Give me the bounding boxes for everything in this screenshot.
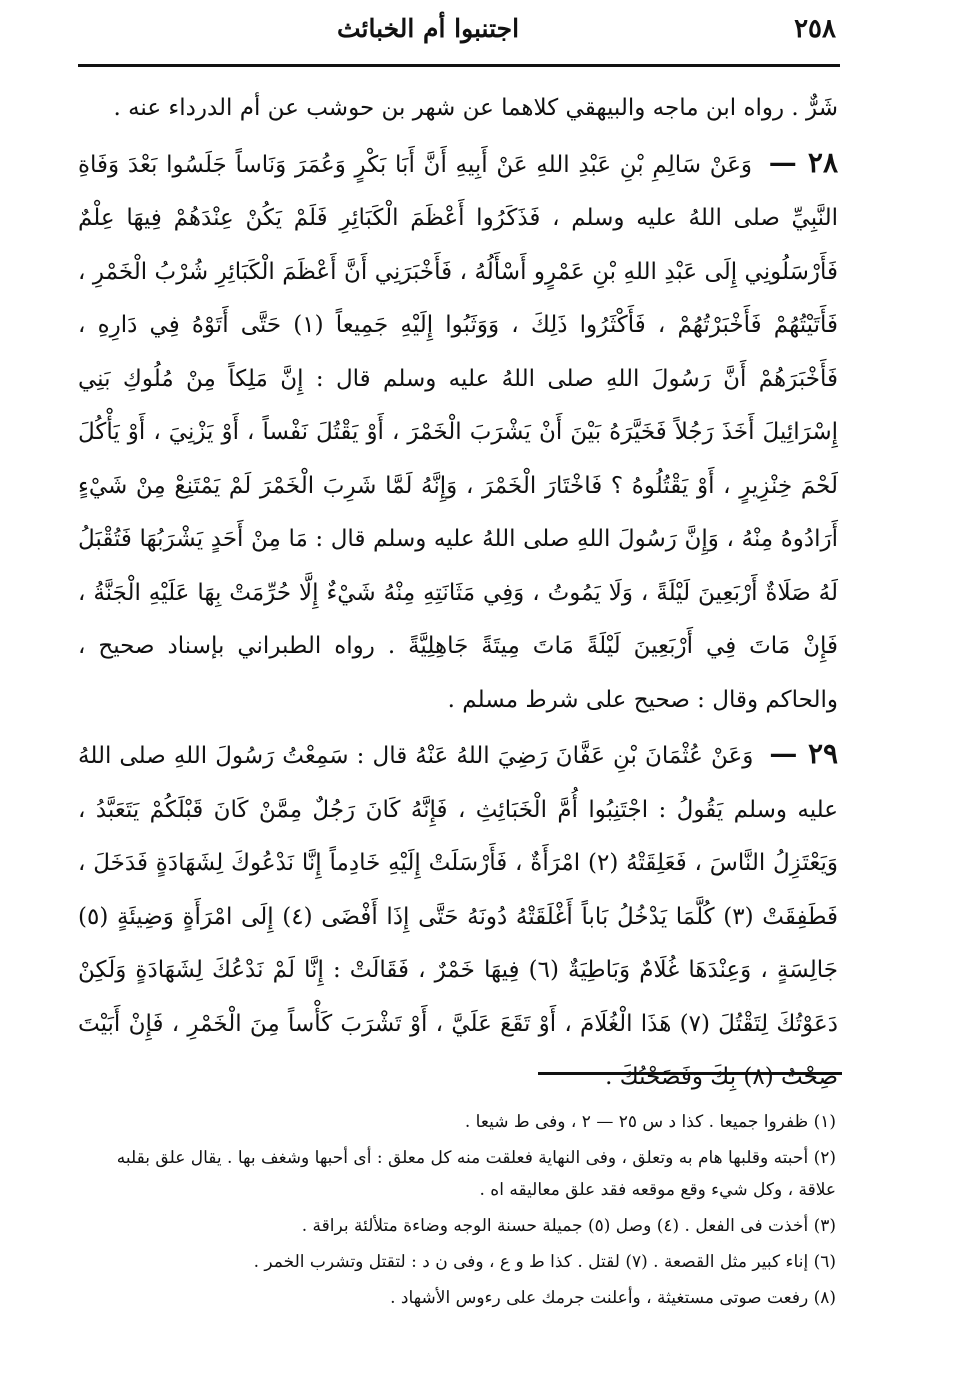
footnote-3-5: (٣) أخذت فى الفعل . (٤) وصل (٥) جميلة حسنة الوجه وضاءة متلألئة براقة . (301, 1216, 836, 1236)
running-title: اجتنبوا أم الخبائث (336, 14, 520, 43)
footnote-2: (٢) أحبته وقلبها هام به وتعلق ، وفى النهاية فعلقت منه كل معلق : أى أحبها وشغف بها . يقال علق بقلبه علاقة ، وكل شيء وقع موقعه فقد علق معاليقه اه . (116, 1148, 836, 1200)
hadith-28 (78, 136, 838, 728)
hadith-number-28: ٢٨ — (768, 145, 838, 179)
hadith-number-29: ٢٩ — (769, 737, 839, 770)
hadith-29-text: وَعَنْ عُثْمَانَ بْنِ عَفَّانَ رَضِيَ اللهُ عَنْهُ قال : سَمِعْتُ رَسُولَ اللهِ صلى اللهُ عليه وسلم يَقُولُ : اجْتَنِبُوا أُمَّ الْخَبَائِثِ ، فَإِنَّهُ كَانَ رَجُلٌ مِمَّنْ كَانَ قَبْلَكُمْ يَتَعَبَّدُ ، وَيَعْتَزِلُ النَّاسَ ، فَعَلِقَتْهُ (٢) امْرَأَةٌ ، فَأَرْسَلَتْ إِلَيْهِ خَادِماً إِنَّا نَدْعُوكَ لِشَهَادَةٍ فَدَخَلَ ، فَطَفِقَتْ (٣) كُلَّمَا يَدْخُلُ بَاباً أَغْلَقَتْهُ دُونَهُ حَتَّى إِذَا أَفْضَى (٤) إِلَى امْرَأَةٍ وَضِيئَةٍ (٥) جَالِسَةٍ ، وَعِنْدَهَا غُلَامٌ وَبَاطِيَةٌ (٦) فِيهَا خَمْرٌ ، فَقَالَتْ : إِنَّا لَمْ نَدْعُكَ لِشَهَادَةٍ وَلَكِنْ دَعَوْتُكَ لِتَقْتُلَ (٧) هَذَا الْغُلَامَ ، أَوْ تَقَعَ عَلَيَّ ، أَوْ تَشْرَبَ كَأْساً مِنَ الْخَمْرِ ، فَإِنْ أَبَيْتَ صِحْتُ (٨) بِكَ وَفَضَحْتُكَ . (78, 743, 839, 1090)
page-number: ٢٥٨ (794, 14, 836, 44)
continuation-paragraph: شَرٌّ . رواه ابن ماجه والبيهقي كلاهما عن شهر بن حوشب عن أم الدرداء عنه . (113, 95, 838, 121)
hadith-28-text: وَعَنْ سَالِمِ بْنِ عَبْدِ اللهِ عَنْ أَبِيهِ أَنَّ أَبَا بَكْرٍ وَعُمَرَ وَنَاساً جَلَسُوا بَعْدَ وَفَاةِ النَّبِيِّ صلى اللهُ عليه وسلم ، فَذَكَرُوا أَعْظَمَ الْكَبَائِرِ فَلَمْ يَكُنْ عِنْدَهُمْ فِيهَا عِلْمٌ فَأَرْسَلُونِي إِلَى عَبْدِ اللهِ بْنِ عَمْرٍو أَسْأَلُهُ ، فَأَخْبَرَنِي أَنَّ أَعْظَمَ الْكَبَائِرِ شُرْبُ الْخَمْرِ ، فَأَتَيْتُهُمْ فَأَخْبَرْتُهُمْ ، فَأَكْثَرُوا ذَلِكَ ، وَوَثَبُوا إِلَيْهِ جَمِيعاً (١) حَتَّى أَتَوْهُ فِي دَارِهِ ، فَأَخْبَرَهُمْ أَنَّ رَسُولَ اللهِ صلى اللهُ عليه وسلم قال : إِنَّ مَلِكاً مِنْ مُلُوكِ بَنِي إِسْرَائِيلَ أَخَذَ رَجُلاً فَخَيَّرَهُ بَيْنَ أَنْ يَشْرَبَ الْخَمْرَ ، أَوْ يَقْتُلَ نَفْساً ، أَوْ يَزْنِيَ ، أَوْ يَأْكُلَ لَحْمَ خِنْزِيرٍ ، أَوْ يَقْتُلُوهُ ؟ فَاخْتَارَ الْخَمْرَ ، وَإِنَّهُ لَمَّا شَرِبَ الْخَمْرَ لَمْ يَمْتَنِعْ مِنْ شَيْءٍ أَرَادُوهُ مِنْهُ ، وَإِنَّ رَسُولَ اللهِ صلى اللهُ عليه وسلم قال : مَا مِنْ أَحَدٍ يَشْرَبُهَا فَتُقْبَلُ لَهُ صَلَاةٌ أَرْبَعِينَ لَيْلَةً ، وَلَا يَمُوتُ ، وَفِي مَثَانَتِهِ مِنْهُ شَيْءٌ إِلَّا حُرِّمَتْ بِهَا عَلَيْهِ الْجَنَّةُ ، فَإِنْ مَاتَ فِي أَرْبَعِينَ لَيْلَةً مَاتَ مِيتَةً جَاهِلِيَّةً . رواه الطبراني بإسناد صحيح ، والحاكم وقال : صحيح على شرط مسلم . (78, 151, 838, 713)
footnote-rule (538, 1072, 842, 1075)
main-text (78, 82, 838, 1105)
page-header (78, 10, 836, 54)
footnote-8: (٨) رفعت صوتى مستغيثة ، وأعلنت جرمك على رءوس الأشهاد . (390, 1288, 836, 1308)
header-rule (78, 64, 840, 67)
footnote-1: (١) ظفروا جميعا . كذا د س ٢٥ — ٢ ، وفى ط شيعا . (464, 1112, 836, 1132)
hadith-29 (78, 727, 838, 1105)
footnote-6-7: (٦) إناء كبير مثل القصعة . (٧) لقتل . كذا ط و ع ، وفى ن د : لتقتل وتشرب الخمر . (253, 1252, 836, 1272)
footnotes (78, 1106, 836, 1318)
